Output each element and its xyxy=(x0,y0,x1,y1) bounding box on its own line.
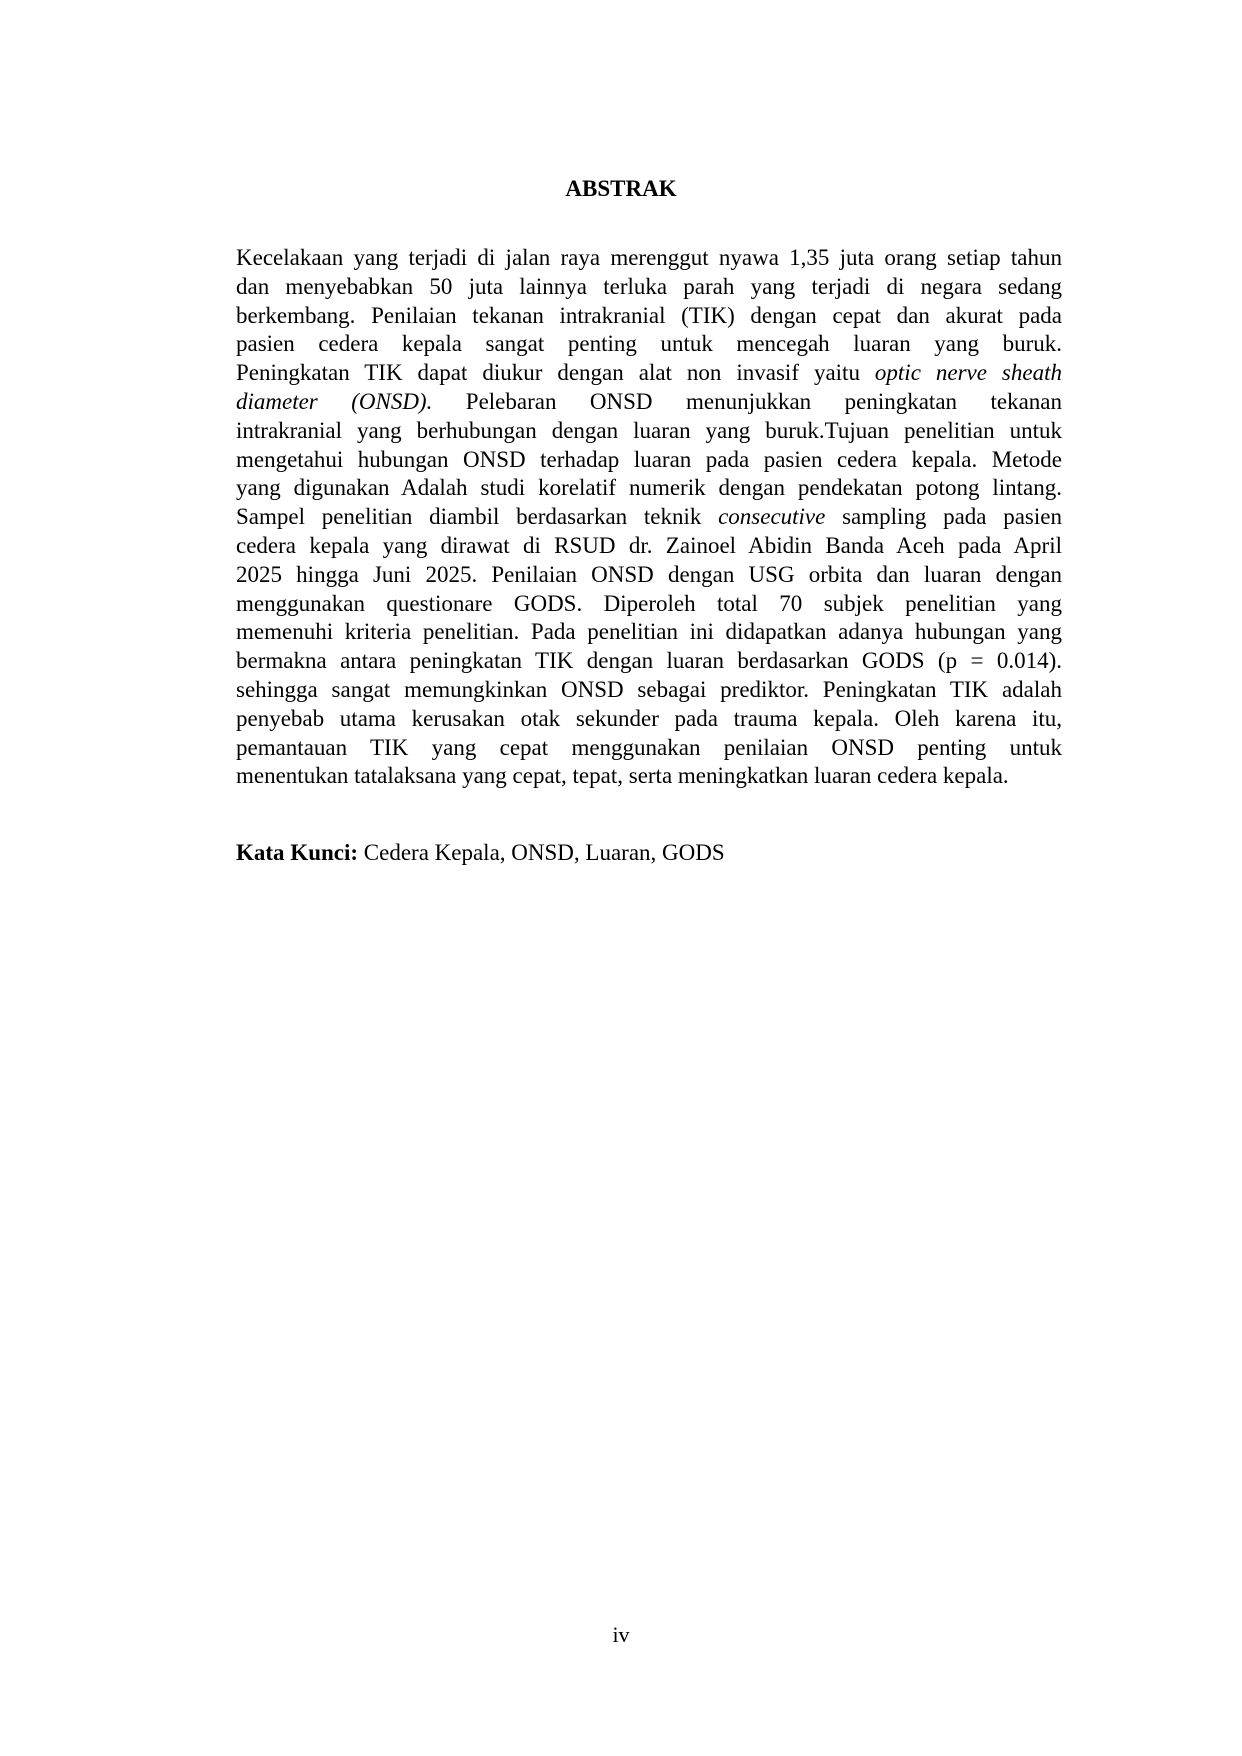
abstract-line: dan menyebabkan 50 juta lainnya terluka parah yang terjadi di negara sedang xyxy=(236,273,1062,299)
abstract-line: memenuhi kriteria penelitian. Pada penelitian ini didapatkan adanya hubungan yang xyxy=(236,619,1062,645)
abstract-title: ABSTRAK xyxy=(565,176,677,201)
abstract-line: Sampel penelitian diambil berdasarkan teknik consecutive sampling pada pasien xyxy=(236,504,1062,530)
abstract-line: pasien cedera kepala sangat penting untuk mencegah luaran yang buruk. xyxy=(236,331,1062,357)
page-number: iv xyxy=(612,1622,630,1647)
abstract-line: pemantauan TIK yang cepat menggunakan penilaian ONSD penting untuk xyxy=(236,734,1062,760)
abstract-line: mengetahui hubungan ONSD terhadap luaran pada pasien cedera kepala. Metode xyxy=(236,446,1062,472)
italic-term: optic nerve sheath xyxy=(874,360,1062,386)
abstract-line: intrakranial yang berhubungan dengan luaran yang buruk.Tujuan penelitian untuk xyxy=(236,417,1062,443)
abstract-line: menggunakan questionare GODS. Diperoleh total 70 subjek penelitian yang xyxy=(236,590,1062,616)
keywords-value: Cedera Kepala, ONSD, Luaran, GODS xyxy=(358,840,725,865)
abstract-line: cedera kepala yang dirawat di RSUD dr. Zainoel Abidin Banda Aceh pada April xyxy=(236,532,1062,558)
abstract-line: bermakna antara peningkatan TIK dengan luaran berdasarkan GODS (p = 0.014). xyxy=(236,648,1062,674)
keywords-label: Kata Kunci: xyxy=(236,840,359,865)
abstract-line: 2025 hingga Juni 2025. Penilaian ONSD dengan USG orbita dan luaran dengan xyxy=(236,561,1062,587)
abstract-line: sehingga sangat memungkinkan ONSD sebagai prediktor. Peningkatan TIK adalah xyxy=(236,676,1062,702)
abstract-line: Kecelakaan yang terjadi di jalan raya merenggut nyawa 1,35 juta orang setiap tahun xyxy=(236,245,1062,270)
abstract-line: yang digunakan Adalah studi korelatif numerik dengan pendekatan potong lintang. xyxy=(236,475,1062,501)
abstract-line: menentukan tatalaksana yang cepat, tepat, serta meningkatkan luaran cedera kepala. xyxy=(236,763,1009,789)
keywords xyxy=(236,840,725,866)
abstract-line: diameter (ONSD). Pelebaran ONSD menunjukkan peningkatan tekanan xyxy=(236,388,1062,414)
italic-term: diameter (ONSD). xyxy=(236,388,433,414)
abstract-line: Peningkatan TIK dapat diukur dengan alat non invasif yaitu optic nerve sheath xyxy=(236,360,1062,386)
italic-term: consecutive xyxy=(718,504,826,530)
abstract-line: penyebab utama kerusakan otak sekunder pada trauma kepala. Oleh karena itu, xyxy=(236,705,1062,731)
abstract-body xyxy=(236,244,1062,791)
abstract-line: berkembang. Penilaian tekanan intrakranial (TIK) dengan cepat dan akurat pada xyxy=(236,302,1062,328)
